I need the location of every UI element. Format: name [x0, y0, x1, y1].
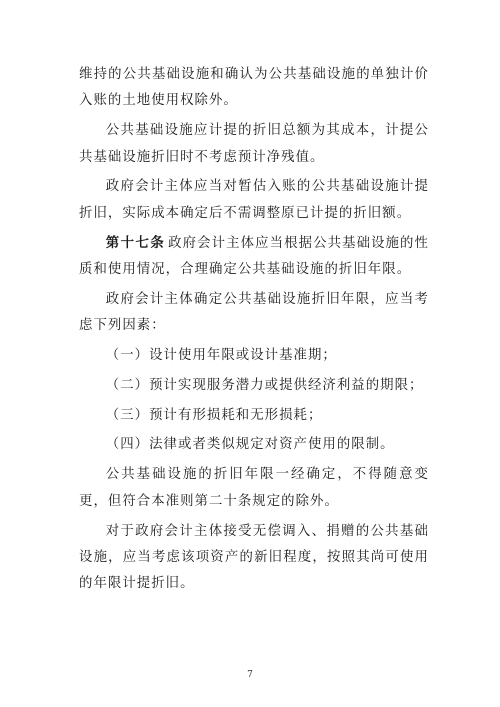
paragraph-5-text: 政府会计主体确定公共基础设施折旧年限，应当考虑下列因素： — [79, 291, 429, 334]
body-text — [79, 62, 429, 601]
list-item-2-text: （二）预计实现服务潜力或提供经济利益的期限； — [105, 377, 424, 393]
paragraph-1 — [79, 62, 429, 115]
paragraph-10-text: 公共基础设施的折旧年限一经确定，不得随意变更，但符合本准则第二十条规定的除外。 — [79, 467, 429, 509]
list-item-2 — [79, 373, 429, 399]
paragraph-article-17 — [79, 231, 429, 284]
paragraph-11 — [79, 519, 429, 598]
list-item-1 — [79, 343, 429, 369]
paragraph-5 — [79, 287, 429, 340]
list-item-1-text: （一）设计使用年限或设计基准期； — [105, 347, 337, 363]
paragraph-3 — [79, 174, 429, 227]
paragraph-2-text: 公共基础设施应计提的折旧总额为其成本，计提公共基础设施折旧时不考虑预计净残值。 — [79, 123, 429, 165]
paragraph-article-17-text: 政府会计主体应当根据公共基础设施的性质和使用情况，合理确定公共基础设施的折旧年限。 — [79, 235, 429, 277]
paragraph-1-text: 维持的公共基础设施和确认为公共基础设施的单独计价入账的土地使用权除外。 — [79, 67, 429, 109]
paragraph-2 — [79, 118, 429, 171]
list-item-4 — [79, 432, 429, 458]
article-number: 第十七条 — [105, 235, 166, 251]
paragraph-3-text: 政府会计主体应当对暂估入账的公共基础设施计提折旧，实际成本确定后不需调整原已计提的折旧额。 — [79, 179, 429, 221]
page-number: 7 — [247, 670, 253, 680]
paragraph-11-text: 对于政府会计主体接受无偿调入、捐赠的公共基础设施，应当考虑该项资产的新旧程度，按照其尚可使用的年限计提折旧。 — [79, 523, 429, 592]
paragraph-10 — [79, 462, 429, 515]
list-item-3-text: （三）预计有形损耗和无形损耗； — [105, 407, 323, 423]
list-item-3 — [79, 403, 429, 429]
list-item-4-text: （四）法律或者类似规定对资产使用的限制。 — [105, 437, 395, 453]
